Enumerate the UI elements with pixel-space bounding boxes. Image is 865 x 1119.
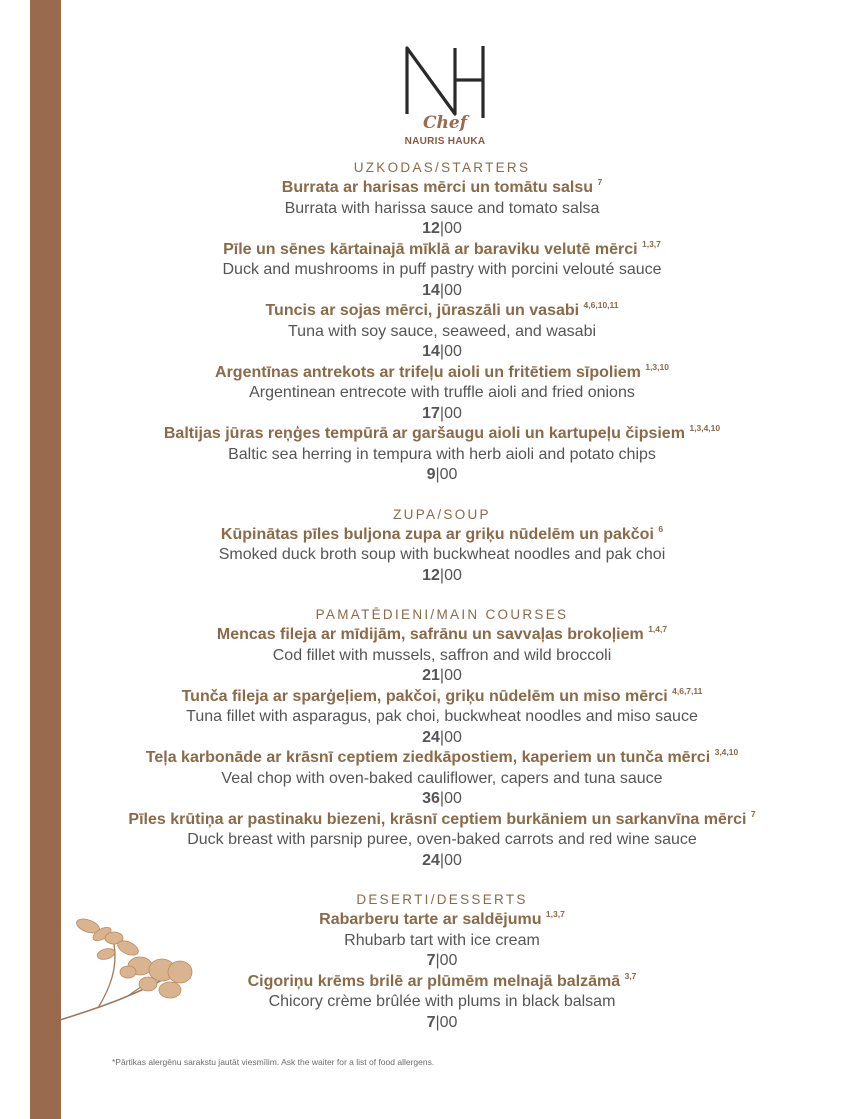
dish-name-text: Pīles krūtiņa ar pastinaku biezeni, krāsnī ceptiem burkāniem un sarkanvīna mērci [128, 810, 747, 828]
allergen-codes: 7 [597, 177, 603, 187]
dish-price [80, 728, 804, 749]
dish-english-name: Cod fillet with mussels, saffron and wild broccoli [272, 646, 612, 664]
price-separator: | [439, 220, 445, 237]
allergen-codes: 1,3,7 [641, 238, 661, 249]
dish-english-name: Smoked duck broth soup with buckwheat noodles and pak choi [218, 546, 666, 563]
allergen-codes: 7 [750, 808, 756, 819]
dish-name-text: Burrata ar harisas mērci un tomātu salsu [281, 179, 594, 196]
price-separator: | [439, 851, 445, 869]
price-cents: 00 [444, 728, 462, 746]
nh-monogram-icon [397, 40, 493, 118]
dish-name-text: Rabarberu tarte ar saldējumu [319, 911, 542, 928]
dish-price [80, 219, 804, 240]
price-main: 24 [422, 851, 440, 869]
price-main: 14 [422, 343, 440, 360]
dish-name [80, 363, 804, 384]
price-separator: | [435, 952, 440, 969]
allergen-codes: 4,6,7,11 [672, 685, 703, 696]
dish-name-text: Kūpinātas pīles buljona zupa ar griķu nūdelēm un pakčoi [220, 525, 654, 543]
price-separator: | [439, 281, 445, 299]
dish-name [80, 240, 804, 261]
dish-price [80, 342, 804, 363]
dish-english-name: Baltic sea herring in tempura with herb aioli and potato chips [228, 445, 656, 463]
dish-price [80, 404, 804, 425]
side-color-band [30, 0, 61, 1119]
dish-name [80, 687, 804, 708]
price-cents: 00 [444, 281, 462, 299]
price-main: 24 [422, 728, 440, 746]
price-cents: 00 [444, 790, 462, 807]
dish-name [80, 810, 804, 831]
dish-name [80, 301, 804, 322]
dish-name [80, 748, 804, 769]
price-main: 7 [426, 952, 436, 969]
dish-price [80, 666, 804, 687]
menu-section [80, 505, 804, 587]
dish-name-text: Tunča fileja ar sparģeļiem, pakčoi, griķu nūdelēm un miso mērci [181, 687, 668, 705]
price-separator: | [439, 566, 445, 584]
allergen-footnote: *Pārtikas alergēnu sarakstu jautāt viesmīlim. Ask the waiter for a list of food allergens. [112, 1057, 435, 1067]
price-cents: 00 [439, 466, 458, 483]
dish-name [80, 178, 804, 199]
dish-english-name: Tuna fillet with asparagus, pak choi, buckwheat noodles and miso sauce [186, 708, 698, 725]
dish-english-name: Tuna with soy sauce, seaweed, and wasabi [287, 322, 597, 340]
price-main: 12 [422, 566, 440, 584]
dish-price [80, 465, 804, 486]
menu-section [80, 158, 804, 486]
price-separator: | [439, 790, 445, 807]
dish-price [80, 789, 804, 810]
price-main: 7 [426, 1013, 436, 1031]
price-cents: 00 [444, 667, 462, 684]
dish-name-text: Pīle un sēnes kārtainajā mīklā ar baraviku velutē mērci [223, 240, 638, 258]
price-cents: 00 [439, 1013, 458, 1031]
allergen-codes: 1,3,10 [645, 361, 669, 372]
allergen-codes: 3,7 [624, 970, 637, 981]
allergen-codes: 1,3,7 [545, 909, 565, 919]
allergen-codes: 3,4,10 [714, 747, 739, 757]
allergen-codes: 1,3,4,10 [689, 423, 721, 433]
dish-name [80, 625, 804, 646]
price-main: 14 [422, 281, 440, 299]
section-title: UZKODAS/STARTERS [353, 160, 531, 175]
dish-english-name: Chicory crème brûlée with plums in black balsam [268, 993, 616, 1010]
dish-english-name: Duck breast with parsnip puree, oven-baked carrots and red wine sauce [187, 831, 697, 848]
dish-price [80, 851, 804, 872]
price-main: 36 [422, 790, 440, 807]
logo-script: Chef [422, 113, 468, 133]
dish-name-text: Baltijas jūras reņģes tempūrā ar garšaugu aioli un kartupeļu čipsiem [163, 425, 685, 442]
section-title: DESERTI/DESSERTS [356, 892, 528, 907]
chef-logo [390, 40, 500, 152]
dish-name-text: Mencas fileja ar mīdijām, safrānu un savvaļas brokoļiem [216, 626, 644, 643]
price-separator: | [435, 1013, 440, 1031]
dish-name-text: Teļa karbonāde ar krāsnī ceptiem ziedkāpostiem, kaperiem un tunča mērci [145, 749, 711, 766]
price-cents: 00 [439, 952, 458, 969]
menu-section [80, 605, 804, 871]
price-separator: | [439, 667, 445, 684]
price-cents: 00 [444, 404, 462, 422]
section-title: ZUPA/SOUP [393, 506, 491, 522]
dish-english-name: Rhubarb tart with ice cream [344, 931, 540, 949]
dish-price [80, 281, 804, 302]
dried-flower-icon [58, 908, 208, 1028]
dish-english-name: Argentinean entrecote with truffle aioli and fried onions [249, 384, 635, 401]
price-main: 12 [422, 220, 440, 237]
dish-name-text: Tuncis ar sojas mērci, jūraszāli un vasabi [265, 302, 580, 319]
price-main: 9 [426, 466, 436, 483]
section-title: PAMATĒDIENI/MAIN COURSES [315, 607, 569, 622]
allergen-codes: 1,4,7 [648, 624, 668, 634]
allergen-codes: 6 [658, 523, 664, 534]
price-cents: 00 [444, 566, 462, 584]
price-main: 17 [422, 404, 440, 422]
price-separator: | [439, 404, 445, 422]
dish-name-text: Cigoriņu krēms brilē ar plūmēm melnajā balzāmā [247, 972, 621, 990]
dish-name [80, 424, 804, 445]
price-cents: 00 [444, 343, 462, 360]
dish-price [80, 566, 804, 587]
dish-english-name: Duck and mushrooms in puff pastry with porcini velouté sauce [222, 261, 662, 278]
price-cents: 00 [444, 851, 462, 869]
price-cents: 00 [444, 220, 462, 237]
dish-name-text: Argentīnas antrekots ar trifeļu aioli un fritētiem sīpoliem [215, 363, 641, 381]
allergen-codes: 4,6,10,11 [583, 300, 619, 310]
dish-english-name: Burrata with harissa sauce and tomato salsa [284, 199, 600, 217]
price-main: 21 [422, 667, 440, 684]
logo-chef-name: NAURIS HAUKA [404, 136, 486, 147]
dish-name [80, 525, 804, 546]
price-separator: | [435, 466, 440, 483]
price-separator: | [439, 343, 445, 360]
dish-english-name: Veal chop with oven-baked cauliflower, capers and tuna sauce [221, 769, 663, 787]
price-separator: | [439, 728, 445, 746]
